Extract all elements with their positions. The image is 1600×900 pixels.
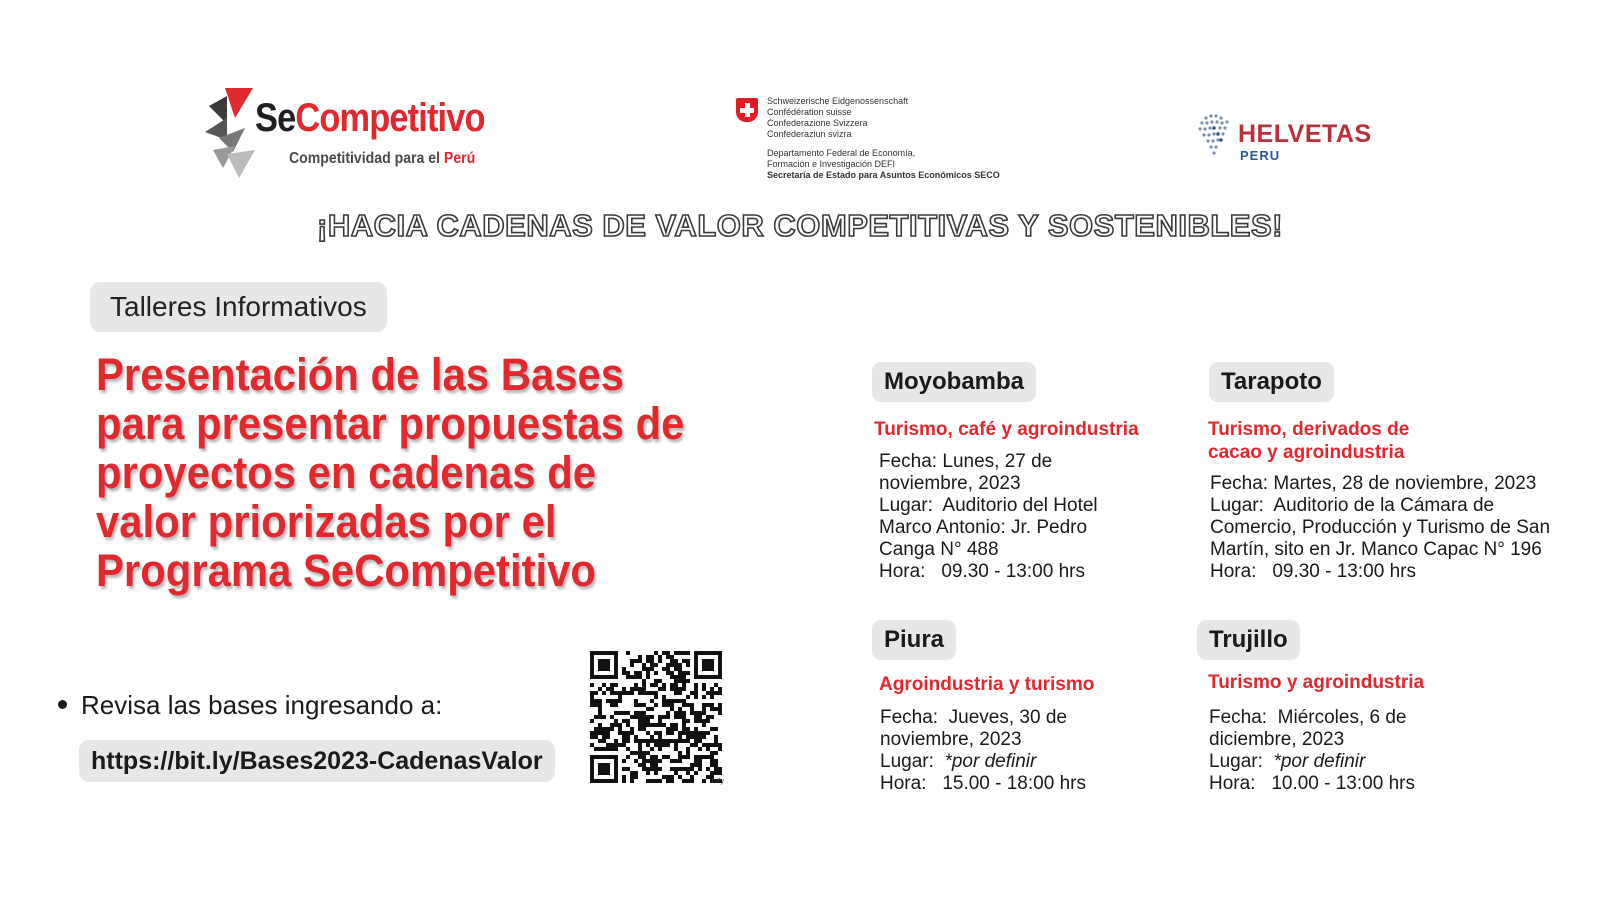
headline: ¡HACIA CADENAS DE VALOR COMPETITIVAS Y SOSTENIBLES!	[317, 208, 1283, 243]
city-badge-moyobamba: Moyobamba	[872, 362, 1036, 402]
helvetas-logo	[1196, 110, 1396, 166]
swiss-flag-icon	[736, 98, 758, 122]
topic-tarapoto: Turismo, derivados de cacao y agroindustria	[1208, 419, 1410, 463]
secompetitivo-tagline: Competitividad para el Perú	[289, 150, 476, 167]
swiss-text-block: Schweizerische Eidgenossenschaft Confédération suisse Confederazione Svizzera Confederaziun svizra Departamento Federal de Economía, Formación e Investigación DEFI Secretaría de Estado para Asuntos Económicos SECO	[767, 96, 1000, 180]
helvetas-wordmark: HELVETAS	[1238, 120, 1372, 148]
review-text: Revisa las bases ingresando a:	[81, 690, 443, 720]
details-tarapoto: Fecha: Martes, 28 de noviembre, 2023 Lugar: Auditorio de la Cámara de Comercio, Producción y Turismo de San Martín, sito en Jr. Manco Capac N° 196 Hora: 09.30 - 13:00 hrs	[1210, 473, 1551, 582]
qr-code-icon	[590, 651, 722, 783]
details-piura: Fecha: Jueves, 30 de noviembre, 2023 Lugar: *por definir Hora: 15.00 - 18:00 hrs	[880, 707, 1086, 794]
qr-code[interactable]	[590, 651, 722, 783]
topic-moyobamba: Turismo, café y agroindustria	[874, 419, 1139, 440]
event-type-badge: Talleres Informativos	[90, 282, 387, 332]
secompetitivo-triangles-icon	[205, 88, 261, 180]
secompetitivo-logo	[205, 88, 525, 180]
main-title: Presentación de las Bases para presentar propuestas de proyectos en cadenas de valor priorizadas por el Programa SeCompetitivo	[96, 349, 685, 596]
city-badge-tarapoto: Tarapoto	[1209, 362, 1334, 402]
topic-piura: Agroindustria y turismo	[879, 674, 1095, 695]
details-trujillo: Fecha: Miércoles, 6 de diciembre, 2023 Lugar: *por definir Hora: 10.00 - 13:00 hrs	[1209, 707, 1415, 794]
bases-link[interactable]: https://bit.ly/Bases2023-CadenasValor	[79, 740, 555, 782]
details-moyobamba: Fecha: Lunes, 27 de noviembre, 2023 Lugar: Auditorio del Hotel Marco Antonio: Jr. Pedro Canga N° 488 Hora: 09.30 - 13:00 hrs	[879, 451, 1098, 582]
topic-trujillo: Turismo y agroindustria	[1208, 672, 1425, 693]
swiss-confederation-logo	[736, 96, 1000, 186]
qr-brand-label: bitly	[711, 778, 724, 785]
city-badge-piura: Piura	[872, 620, 956, 660]
review-bullet	[58, 690, 442, 721]
secompetitivo-wordmark: SeCompetitivo	[255, 96, 485, 140]
city-badge-trujillo: Trujillo	[1197, 620, 1300, 660]
bullet-icon	[58, 700, 67, 709]
helvetas-country: PERU	[1240, 148, 1281, 163]
globe-icon	[1196, 110, 1242, 160]
